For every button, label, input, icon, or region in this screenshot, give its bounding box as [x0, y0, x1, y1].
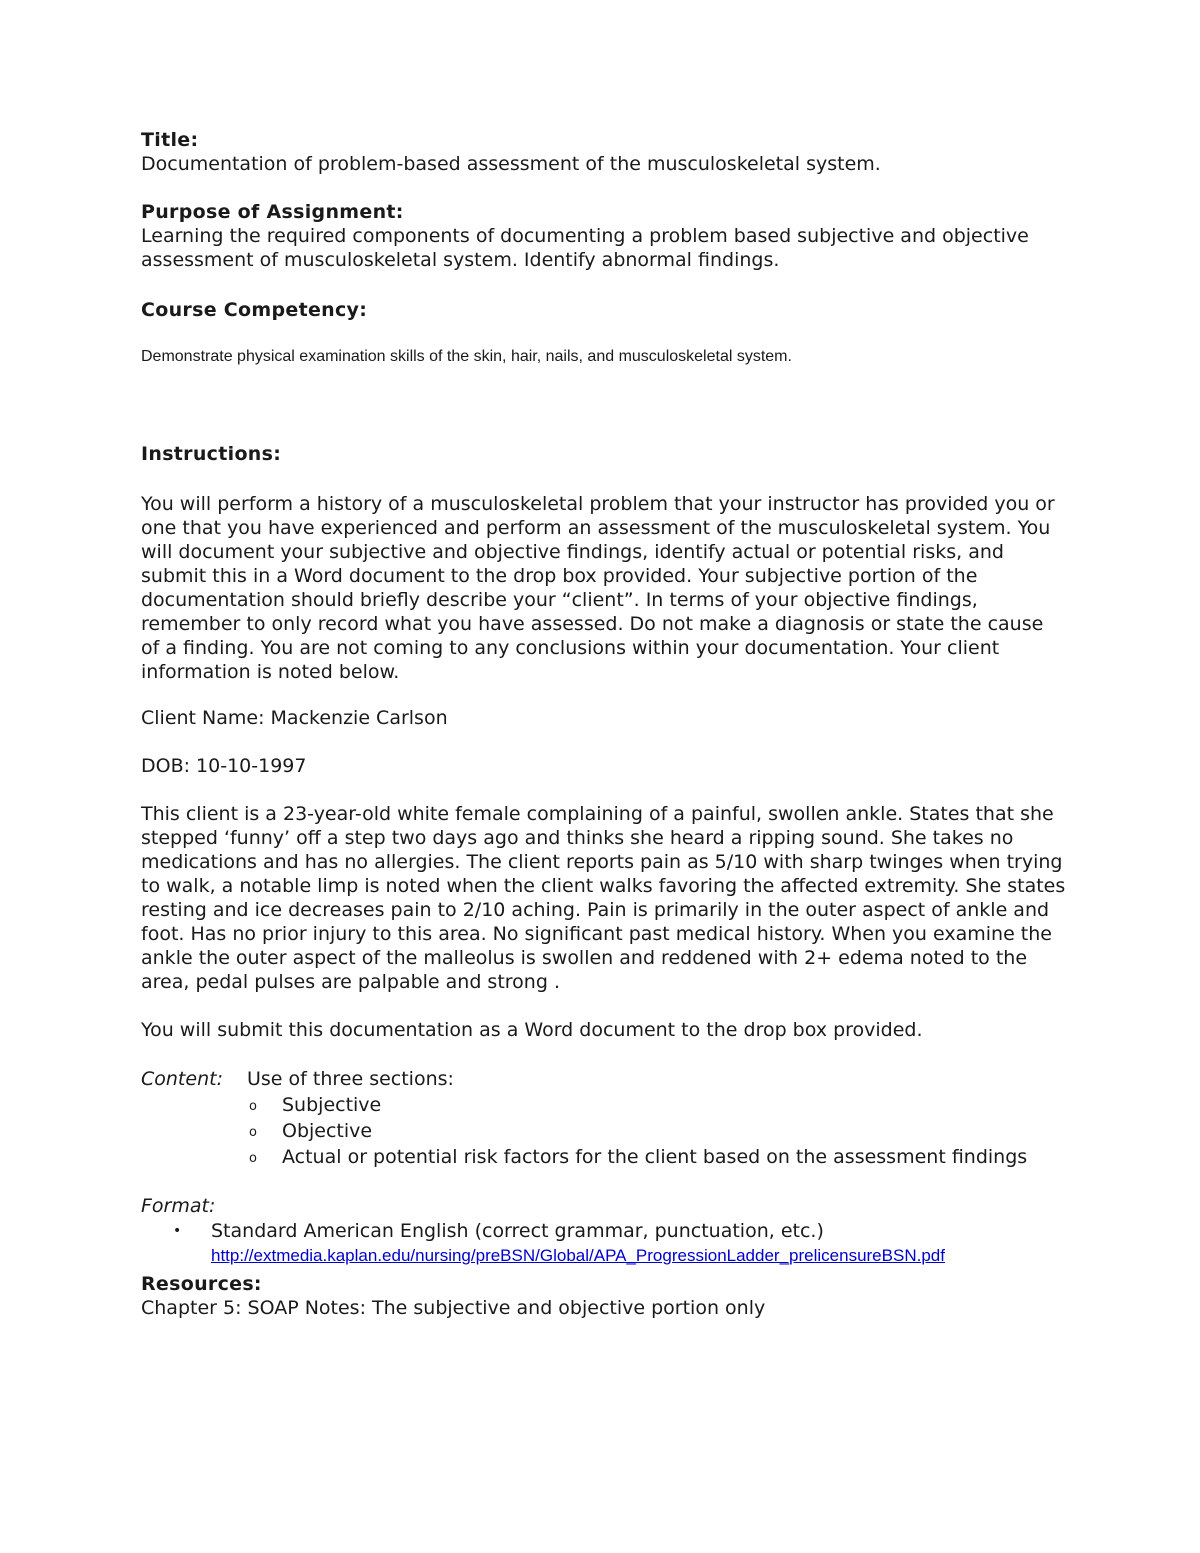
format-label: Format:: [141, 1195, 216, 1217]
content-intro: Use of three sections:: [247, 1068, 454, 1090]
list-item: [173, 1218, 1066, 1268]
instructions-heading: Instructions:: [141, 443, 282, 465]
disc-bullet-icon: •: [173, 1223, 182, 1239]
list-item: o Subjective: [249, 1092, 1066, 1118]
list-item: o Objective: [249, 1118, 1066, 1144]
content-label: Content:: [141, 1068, 223, 1090]
competency-heading: Course Competency:: [141, 299, 368, 321]
document-page: [141, 128, 1066, 1320]
circle-bullet-icon: o: [249, 1151, 257, 1166]
client-name: Client Name: Mackenzie Carlson: [141, 707, 448, 729]
content-section-list: [141, 1092, 1066, 1170]
purpose-text: Learning the required components of documenting a problem based subjective and objective assessment of musculoskeletal system. Identify abnormal findings.: [141, 225, 1029, 271]
resources-heading: Resources:: [141, 1273, 262, 1295]
circle-bullet-icon: o: [249, 1125, 257, 1140]
circle-bullet-icon: o: [249, 1099, 257, 1114]
purpose-heading: Purpose of Assignment:: [141, 201, 404, 223]
title-heading: Title:: [141, 129, 199, 151]
apa-guide-link[interactable]: http://extmedia.kaplan.edu/nursing/preBSN/Global/APA_ProgressionLadder_prelicensureBSN.pdf: [211, 1246, 945, 1265]
format-item: Standard American English (correct grammar, punctuation, etc.): [211, 1220, 824, 1242]
client-dob: DOB: 10-10-1997: [141, 755, 307, 777]
client-case: This client is a 23-year-old white female complaining of a painful, swollen ankle. States that she stepped ‘funny’ off a step two days ago and thinks she heard a ripping sound. She takes no medications and has no allergies. The client reports pain as 5/10 with sharp twinges when trying to walk, a notable limp is noted when the client walks favoring the affected extremity. She states resting and ice decreases pain to 2/10 aching. Pain is primarily in the outer aspect of ankle and foot. Has no prior injury to this area. No significant past medical history. When you examine the ankle the outer aspect of the malleolus is swollen and reddened with 2+ edema noted to the area, pedal pulses are palpable and strong .: [141, 803, 1066, 993]
format-list: [141, 1218, 1066, 1268]
content-row: [141, 1066, 1066, 1092]
list-item: o Actual or potential risk factors for the client based on the assessment findings: [249, 1144, 1066, 1170]
submit-instructions: You will submit this documentation as a Word document to the drop box provided.: [141, 1019, 923, 1041]
competency-text: Demonstrate physical examination skills of the skin, hair, nails, and musculoskeletal system.: [141, 348, 792, 365]
instructions-paragraph: You will perform a history of a musculoskeletal problem that your instructor has provided you or one that you have experienced and perform an assessment of the musculoskeletal system. You will document your subjective and objective findings, identify actual or potential risks, and submit this in a Word document to the drop box provided. Your subjective portion of the documentation should briefly describe your “client”. In terms of your objective findings, remember to only record what you have assessed. Do not make a diagnosis or state the cause of a finding. You are not coming to any conclusions within your documentation. Your client information is noted below.: [141, 493, 1055, 683]
title-text: Documentation of problem-based assessment of the musculoskeletal system.: [141, 153, 881, 175]
resources-text: Chapter 5: SOAP Notes: The subjective and objective portion only: [141, 1297, 766, 1319]
